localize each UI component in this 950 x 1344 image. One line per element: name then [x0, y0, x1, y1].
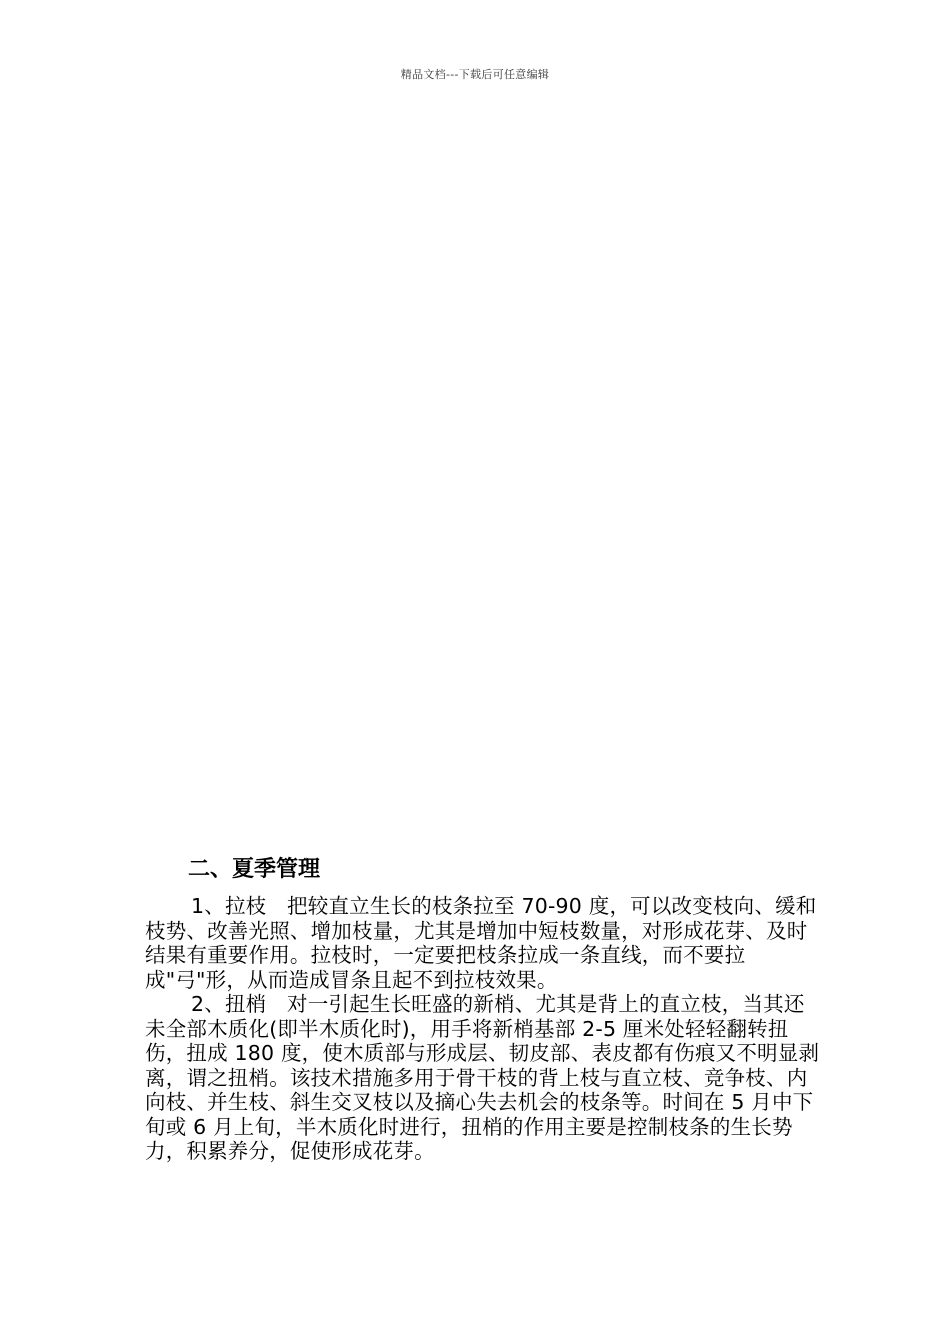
paragraph-branch-pulling: 1、拉枝 把较直立生长的枝条拉至 70-90 度，可以改变枝向、缓和枝势、改善光照、增加枝量，尤其是增加中短枝数量，对形成花芽、及时结果有重要作用。拉枝时，一定要把枝条拉成一条直线，而不要拉成"弓"形，从而造成冒条且起不到拉枝效果。: [145, 894, 817, 992]
document-body: [145, 852, 825, 1164]
section-title: 二、夏季管理: [188, 857, 321, 882]
paragraph-shoot-twisting: 2、扭梢 对一引起生长旺盛的新梢、尤其是背上的直立枝，当其还未全部木质化(即半木质化时)，用手将新梢基部 2-5 厘米处轻轻翻转扭伤，扭成 180 度，使木质部与形成层、韧皮部、表皮都有伤痕又不明显剥离，谓之扭梢。该技术措施多用于骨干枝的背上枝与直立枝、竞争枝、内向枝、并生枝、斜生交叉枝以及摘心失去机会的枝条等。时间在 5 月中下旬或 6 月上旬，半木质化时进行，扭梢的作用主要是控制枝条的生长势力，积累养分，促使形成花芽。: [145, 992, 820, 1163]
page-header: 精品文档---下载后可任意编辑: [400, 68, 550, 81]
